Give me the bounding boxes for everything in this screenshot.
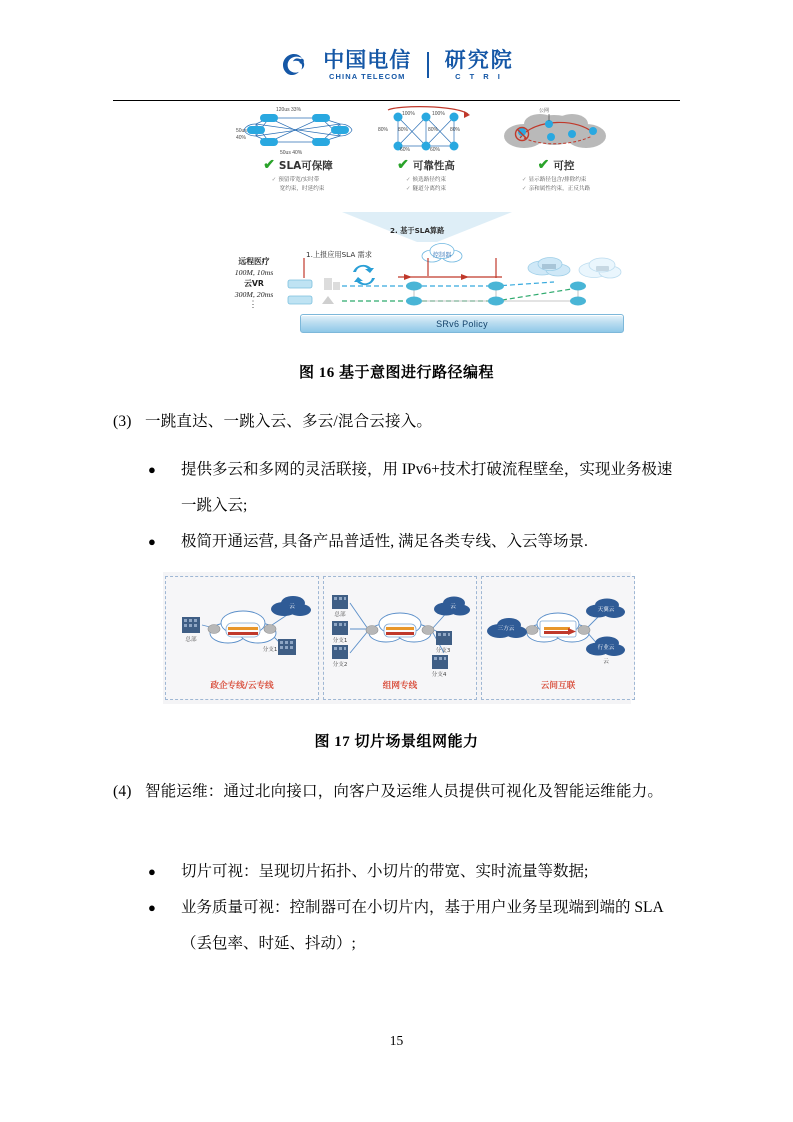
figure-17-panel-2-label: 组网专线 [382,681,418,691]
topology-label: 60% [430,147,441,153]
bullet-text: 候选路径约束 [412,177,447,183]
bullet-4-2-text: 业务质量可视：控制器可在小切片内，基于用户业务呈现端到端的 SLA（丢包率、时延、抖动）; [181,899,664,952]
node-label: 分支1 [262,647,278,653]
figure-17-panel-enterprise-line [165,576,319,700]
cloud-label: 三方云 [497,626,515,632]
node-label: 总部 [185,637,197,643]
brand-name-cn: 中国电信 [323,47,412,72]
tick-icon: ✓ [405,177,411,183]
figure-16-bullets-sla [272,176,325,194]
figure-16-intent-path-programming [222,104,622,344]
cloud-label: 天翼云 [597,607,615,613]
figure-16-column-sla [236,104,360,195]
topology-reliability [364,104,488,156]
service-value: 300M, 20ms [234,290,274,299]
figure-16-column-controllable [494,104,618,195]
node-label: 分支4 [431,672,447,678]
topology-label: 80% [398,127,409,133]
institute-name-cn: 研究院 [444,47,514,72]
cloud-label: 云 [450,604,456,610]
topology-label: 60% [400,147,411,153]
topology-label: 100% [402,111,415,117]
figure-17-caption: 图 17 切片场景组网能力 [314,734,479,750]
brand-name-en: CHINA TELECOM [328,71,406,81]
figure-16-heading-controllable [494,158,618,173]
bullet-dot-icon: ● [148,462,156,477]
figure-16-column-reliability [364,104,488,195]
topology-label: 80% [428,127,439,133]
list-item-4 [113,774,683,810]
node-label: 分支2 [332,662,348,668]
institute-name-block [444,47,514,81]
institute-name-en: C T R I [455,71,504,81]
bullet-dot-icon: ● [148,534,156,549]
cloud-label: 行业云 [597,645,615,651]
bullet-3-1 [148,452,683,524]
ellipsis-icon: ⋮ [248,299,260,309]
figure-16-service-demands [222,256,286,308]
figure-16-bullets-reliability [406,176,446,194]
node-label: 分支1 [332,638,348,644]
list-item-3-marker: (3) [113,413,132,430]
list-item-4-marker: (4) [113,783,132,800]
figure-16-title-sla: SLA可保障 [278,160,333,172]
figure-16-network-underlay [286,256,622,314]
bullet-3-2-text: 极简开通运营, 具备产品普适性, 满足各类专线、入云等场景. [181,533,588,550]
logo-divider [427,52,429,78]
topology-cloud-controllable [494,104,618,156]
topology-label: 80% [378,127,389,133]
check-icon: ✔ [537,157,550,173]
figure-17-panel-3-label: 云间互联 [540,681,576,691]
topology-label: 40% [236,135,247,141]
service-value: 100M, 10ms [234,268,274,277]
figure-16-caption: 图 16 基于意图进行路径编程 [298,365,494,381]
page-number: 15 [389,1033,404,1048]
tick-icon: ✓ [521,186,527,192]
service-name: 远程医疗 [238,257,270,266]
service-name: 云VR [244,279,264,288]
bullet-dot-icon: ● [148,900,156,915]
figure-17-panel-cloud-interconnect [481,576,635,700]
list-item-3 [113,404,683,440]
check-icon: ✔ [397,157,409,173]
bullet-4-1 [148,854,683,890]
flow-step-2-label: 2. 基于SLA算路 [390,226,445,235]
figure-17-panel-1-label: 政企专线/云专线 [210,681,274,691]
flow-step-1-label: 1.上报应用SLA 需求 [306,250,372,259]
page-header [0,42,793,104]
brand-name-block [323,47,412,81]
figure-17-panel-network-line [323,576,477,700]
list-item-4-text: 智能运维：通过北向接口，向客户及运维人员提供可视化及智能运维能力。 [145,783,664,800]
topology-label: 公网 [539,108,550,114]
figure-17-slice-scenarios [163,572,631,704]
figure-16-top-row [222,104,622,212]
topology-label: 50us [236,128,247,134]
cloud-label: 云 [289,604,295,610]
bullet-text: 预留带宽/实时带 [278,177,320,183]
bullet-text: 亲和属性约束，正反共路 [528,186,591,192]
figure-16-title-reliability: 可靠性高 [412,160,455,172]
brand-logo [0,42,793,88]
topology-label: 50us 40% [280,150,303,156]
topology-label: 100% [432,111,445,117]
topology-full-mesh [236,104,360,156]
bullet-4-1-text: 切片可视：呈现切片拓扑、小切片的带宽、实时流量等数据; [181,863,589,880]
node-label: 分支3 [435,648,451,654]
tick-icon: ✓ [405,186,411,192]
figure-16-heading-sla [236,158,360,173]
topology-label: 120us 33% [276,107,302,113]
bullet-3-2 [148,524,683,560]
srv6-policy-bar: SRv6 Policy [300,314,624,333]
figure-16-bullets-controllable [522,176,590,194]
figure-16-heading-reliability [364,158,488,173]
bullet-text: 隧道分离约束 [412,186,447,192]
tick-icon: ✓ [271,177,277,183]
topology-label: 80% [450,127,461,133]
bullet-dot-icon: ● [148,864,156,879]
controller-label: 控制器 [432,252,452,259]
bullet-4-2 [148,890,683,962]
node-label: 总部 [334,612,346,618]
header-divider-rule [113,100,680,101]
cloud-label-faint: 云 [603,659,609,665]
china-telecom-logo-icon [279,48,313,82]
check-icon: ✔ [263,157,275,173]
bullet-text: 宽约束，时延约束 [279,186,325,192]
bullet-text: 显示路径包含/排除约束 [528,177,587,183]
bullet-3-1-text: 提供多云和多网的灵活联接，用 IPv6+技术打破流程壁垒，实现业务极速一跳入云; [181,461,673,514]
tick-icon: ✓ [521,177,527,183]
list-item-3-text: 一跳直达、一跳入云、多云/混合云接入。 [145,413,433,430]
figure-16-title-controllable: 可控 [553,160,575,172]
